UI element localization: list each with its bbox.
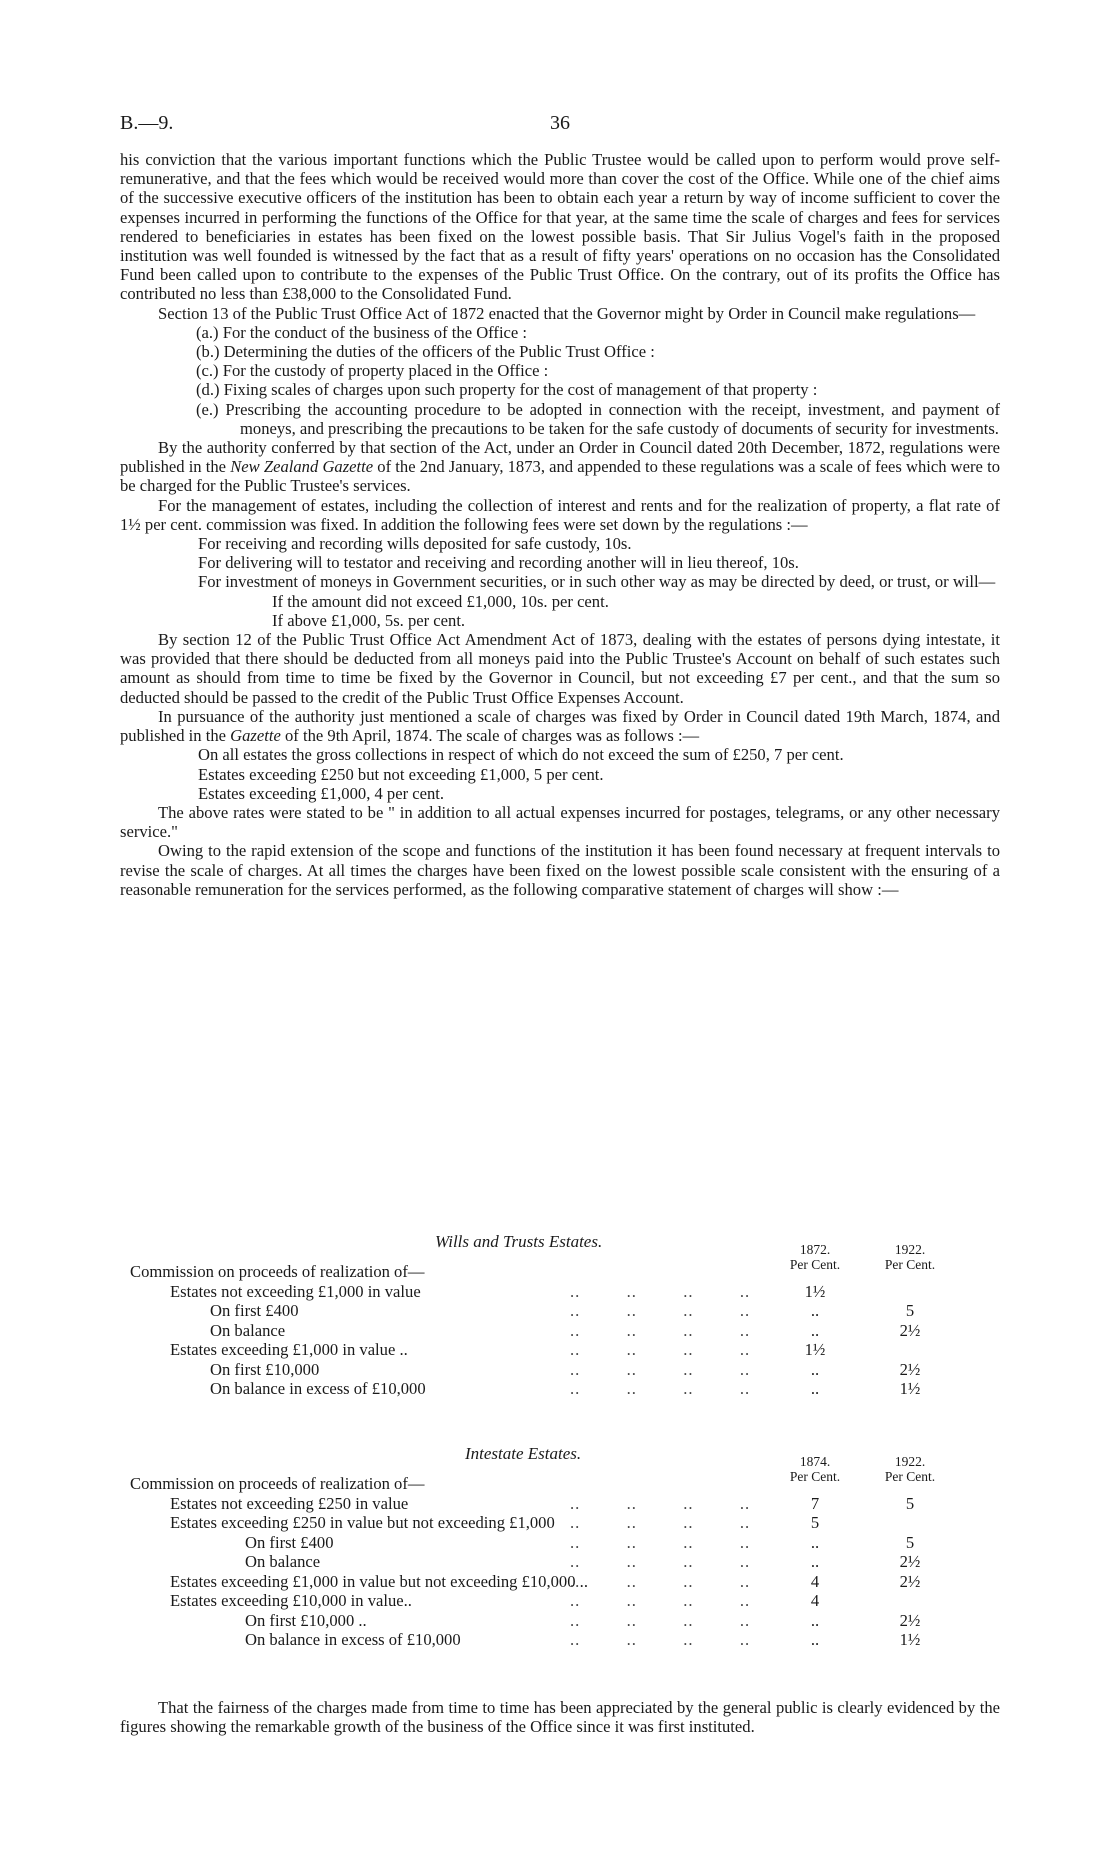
cell-value-early: 5	[810, 1513, 820, 1532]
list-mark: (a.)	[196, 322, 219, 342]
charges-tables	[120, 1232, 1000, 1674]
table-row	[120, 1301, 1000, 1320]
cell-value-1922: 5	[905, 1301, 915, 1320]
row-label: On first £10,000	[210, 1359, 320, 1379]
column-year: 1922.	[894, 1454, 926, 1469]
row-label: Estates exceeding £1,000 in value but not exceeding £10,000 ..	[170, 1571, 588, 1591]
row-label: Commission on proceeds of realization of—	[130, 1474, 425, 1493]
cell-value-early: 1½	[804, 1340, 826, 1359]
row-label: On balance	[210, 1320, 286, 1340]
scale-item-1: On all estates the gross collections in respect of which do not exceed the sum of £250, 7 per cent.	[198, 745, 844, 765]
cell-value-1922: 5	[905, 1493, 915, 1513]
cell-value-1922: 5	[905, 1532, 915, 1552]
list-item-a	[120, 323, 1000, 342]
table-row	[120, 1360, 1000, 1379]
fee-item-2: For delivering will to testator and receiving and recording another will in lieu thereof, 10s.	[198, 553, 799, 573]
column-unit: Per Cent.	[884, 1469, 936, 1484]
list-mark: (c.)	[196, 361, 219, 381]
cell-value-1922: 1½	[899, 1379, 921, 1398]
table-row	[120, 1262, 1000, 1281]
body-text	[120, 150, 1000, 899]
gazette-title: Gazette	[230, 726, 281, 746]
list-mark: (b.)	[196, 342, 220, 362]
fee-item-3b: If above £1,000, 5s. per cent.	[272, 610, 466, 630]
column-unit: Per Cent.	[884, 1257, 936, 1272]
cell-value-1922: 1½	[899, 1630, 921, 1649]
table-row	[120, 1611, 1000, 1630]
page-header	[120, 112, 1000, 142]
paragraph-8: Owing to the rapid extension of the scope and functions of the institution it has been found necessary at frequent intervals to revise the scale of charges. At all times the charges have been fixed on the lowest possible scale consistent with the ensuring of a reasonable remuneration for the services performed, as the following comparative statement of charges will show :—	[120, 841, 1000, 899]
row-label: Commission on proceeds of realization of—	[130, 1262, 425, 1281]
cell-value-early: ..	[810, 1320, 820, 1340]
table-row	[120, 1552, 1000, 1571]
table-row	[120, 1474, 1000, 1493]
closing-paragraph-block	[120, 1698, 1000, 1736]
leader-dots: .. .. .. ..	[570, 1630, 751, 1649]
cell-value-early: 1½	[804, 1281, 826, 1301]
column-year: 1874.	[799, 1454, 831, 1469]
paragraph-6-text-b: of the 9th April, 1874. The scale of charges was as follows :—	[280, 726, 700, 746]
paragraph-6	[120, 707, 1000, 745]
paragraph-7: The above rates were stated to be " in addition to all actual expenses incurred for postages, telegrams, or any other necessary service."	[120, 802, 1000, 842]
paragraph-3-text-b: of the 2nd January, 1873, and appended to these regulations was a scale of fees which were to be charged for the Public Trustee's services.	[120, 457, 1000, 496]
table-row	[120, 1340, 1000, 1359]
row-label: On balance in excess of £10,000	[245, 1630, 461, 1649]
column-year: 1872.	[799, 1242, 831, 1257]
cell-value-early: ..	[810, 1610, 820, 1630]
cell-value-early: ..	[810, 1301, 820, 1320]
paragraph-3	[120, 438, 1000, 496]
leader-dots: .. .. .. ..	[570, 1340, 751, 1359]
cell-value-early: ..	[810, 1379, 820, 1398]
scale-item-3: Estates exceeding £1,000, 4 per cent.	[198, 783, 445, 803]
leader-dots: .. .. .. ..	[570, 1610, 751, 1630]
list-item-c	[120, 361, 1000, 380]
leader-dots: .. .. .. ..	[570, 1552, 751, 1571]
paragraph-5: By section 12 of the Public Trust Office Act Amendment Act of 1873, dealing with the estates of persons dying intestate, it was provided that there should be deducted from all moneys paid into the Public Trustee's Account on behalf of such estates such amount as should from time to time be fixed by the Governor in Council, but not exceeding £7 per cent., and that the sum so deducted should be passed to the credit of the Public Trust Office Expenses Account.	[120, 630, 1000, 707]
table-row	[120, 1321, 1000, 1340]
table-row	[120, 1282, 1000, 1301]
row-label: Estates exceeding £1,000 in value ..	[170, 1340, 408, 1359]
paragraph-1: his conviction that the various important functions which the Public Trustee would be called upon to perform would prove self-remunerative, and that the fees which would be received would more than cover the cost of the Office. While one of the chief aims of the successive executive officers of the institution has been to obtain each year a return by way of income sufficient to cover the expenses incurred in performing the functions of the Office for that year, at the same time the scale of charges and fees for services rendered to beneficiaries in estates has been fixed on the lowest possible basis. That Sir Julius Vogel's faith in the proposed institution was well founded is witnessed by the fact that as a result of fifty years' operations on no occasion has the Consolidated Fund been called upon to contribute to the expenses of the Public Trust Office. On the contrary, out of its profits the Office has contributed no less than £38,000 to the Consolidated Fund.	[120, 150, 1000, 304]
row-label: Estates not exceeding £1,000 in value	[170, 1281, 421, 1301]
list-mark: (e.)	[196, 399, 219, 419]
row-label: Estates not exceeding £250 in value	[170, 1493, 409, 1513]
closing-paragraph: That the fairness of the charges made from time to time has been appreciated by the general public is clearly evidenced by the figures showing the remarkable growth of the business of the Office since it was first instituted.	[120, 1698, 1000, 1737]
row-label: On balance	[245, 1552, 321, 1571]
list-text: Prescribing the accounting procedure to be adopted in connection with the receipt, investment, and payment of moneys, and prescribing the precautions to be taken for the safe custody of documents of security for investments.	[225, 399, 1000, 438]
scale-item-2: Estates exceeding £250 but not exceeding £1,000, 5 per cent.	[198, 764, 604, 784]
list-text: For the conduct of the business of the Office :	[222, 322, 528, 342]
leader-dots: .. .. .. ..	[570, 1532, 751, 1552]
cell-value-early: 4	[810, 1571, 820, 1591]
fee-item-1: For receiving and recording wills deposited for safe custody, 10s.	[198, 534, 632, 554]
leader-dots: .. .. .. ..	[570, 1320, 751, 1340]
list-item-d	[120, 380, 1000, 399]
table-row	[120, 1572, 1000, 1591]
list-item-b	[120, 342, 1000, 361]
page-number: 36	[550, 112, 570, 134]
table-row	[120, 1591, 1000, 1610]
leader-dots: .. .. .. ..	[570, 1281, 751, 1301]
paragraph-2: Section 13 of the Public Trust Office Act of 1872 enacted that the Governor might by Order in Council make regulations—	[158, 303, 976, 323]
intestate-estates-table	[120, 1444, 1000, 1674]
paragraph-3-text-a: By the authority conferred by that section of the Act, under an Order in Council dated 20th December, 1872, regulations were published in the	[120, 438, 1000, 477]
paragraph-4: For the management of estates, including the collection of interest and rents and for the realization of property, a flat rate of 1½ per cent. commission was fixed. In addition the following fees were set down by the regulations :—	[120, 495, 1000, 534]
cell-value-early: ..	[810, 1359, 820, 1379]
row-label: On first £400	[245, 1532, 334, 1552]
list-item-e	[120, 400, 1000, 438]
list-text: Determining the duties of the officers of the Public Trust Office :	[223, 342, 655, 362]
cell-value-early: 7	[810, 1493, 820, 1513]
table-title: Wills and Trusts Estates.	[435, 1232, 603, 1251]
column-year: 1922.	[894, 1242, 926, 1257]
cell-value-early: ..	[810, 1532, 820, 1552]
cell-value-1922: 2½	[899, 1320, 921, 1340]
paragraph-6-text-a: In pursuance of the authority just mentioned a scale of charges was fixed by Order in Council dated 19th March, 1874, and published in the	[120, 706, 1000, 746]
wills-trusts-table	[120, 1232, 1000, 1422]
fee-item-3a: If the amount did not exceed £1,000, 10s. per cent.	[272, 591, 609, 611]
cell-value-1922: 2½	[899, 1552, 921, 1571]
table-row	[120, 1630, 1000, 1649]
list-text: For the custody of property placed in the Office :	[222, 361, 549, 381]
row-label: Estates exceeding £10,000 in value..	[170, 1591, 412, 1610]
column-unit: Per Cent.	[789, 1469, 841, 1484]
cell-value-1922: 2½	[899, 1359, 921, 1379]
leader-dots: .. .. .. ..	[570, 1359, 751, 1379]
row-label: On balance in excess of £10,000	[210, 1379, 426, 1398]
leader-dots: .. .. .. ..	[570, 1379, 751, 1398]
cell-value-early: ..	[810, 1630, 820, 1649]
cell-value-1922: 2½	[899, 1571, 921, 1591]
table-row	[120, 1513, 1000, 1532]
leader-dots: .. .. .. ..	[570, 1513, 751, 1532]
cell-value-early: 4	[810, 1591, 820, 1610]
table-row	[120, 1533, 1000, 1552]
leader-dots: .. .. .. ..	[570, 1571, 751, 1591]
row-label: On first £400	[210, 1301, 299, 1320]
row-label: Estates exceeding £250 in value but not exceeding £1,000	[170, 1513, 555, 1532]
fee-item-3: For investment of moneys in Government securities, or in such other way as may be directed by deed, or trust, or will—	[198, 572, 996, 592]
cell-value-early: ..	[810, 1552, 820, 1571]
leader-dots: .. .. .. ..	[570, 1493, 751, 1513]
column-unit: Per Cent.	[789, 1257, 841, 1272]
gazette-title: New Zealand Gazette	[230, 457, 374, 477]
leader-dots: .. .. .. ..	[570, 1591, 751, 1610]
report-reference: B.—9.	[120, 112, 174, 134]
leader-dots: .. .. .. ..	[570, 1301, 751, 1320]
table-row	[120, 1494, 1000, 1513]
list-mark: (d.)	[196, 380, 220, 400]
list-text: Fixing scales of charges upon such property for the cost of management of that property :	[223, 380, 818, 400]
cell-value-1922: 2½	[899, 1610, 921, 1630]
table-row	[120, 1379, 1000, 1398]
row-label: On first £10,000 ..	[245, 1610, 367, 1630]
table-title: Intestate Estates.	[465, 1444, 582, 1463]
